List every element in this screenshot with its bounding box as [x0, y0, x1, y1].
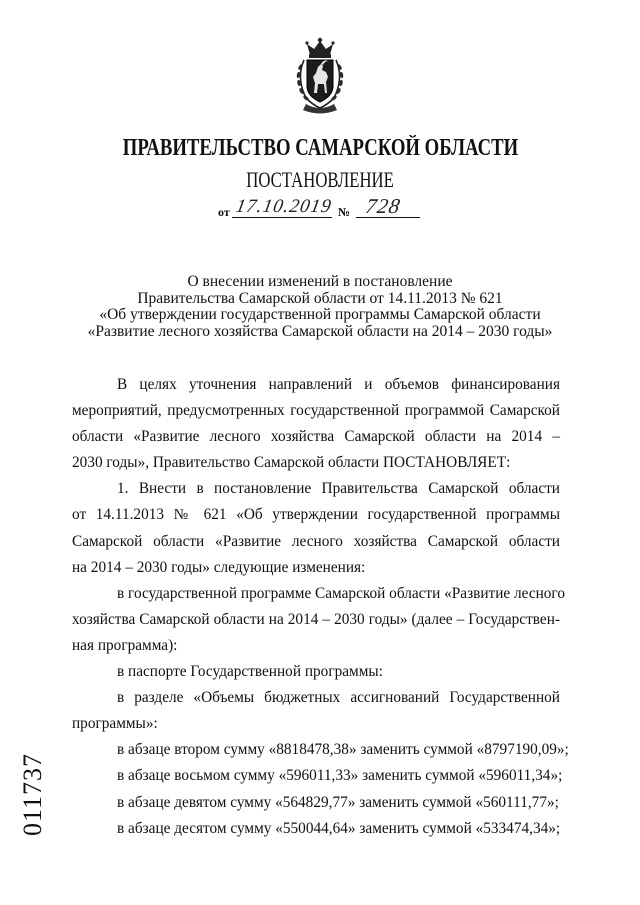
subject-line: Правительства Самарской области от 14.11.2013 № 621	[137, 289, 503, 307]
crown-icon	[305, 38, 334, 58]
body-line: области «Развитие лесного хозяйства Самарской области на 2014 –	[72, 428, 560, 446]
body-line: в абзаце десятом сумму «550044,64» заменить суммой «533474,34»;	[117, 819, 561, 837]
body-line: в паспорте Государственной программы:	[117, 663, 383, 681]
body-line: в государственной программе Самарской области «Развитие лесного	[117, 584, 565, 602]
body-line: 1. Внести в постановление Правительства Самарской области	[117, 480, 560, 498]
ribbon	[303, 104, 337, 114]
body-line: Самарской области «Развитие лесного хозяйства Самарской области	[72, 532, 560, 550]
body-line: ная программа):	[72, 636, 178, 654]
body-line: в разделе «Объемы бюджетных ассигнований Государственной	[117, 689, 560, 707]
subject-line: «Развитие лесного хозяйства Самарской области на 2014 – 2030 годы»	[87, 323, 553, 341]
date-prefix: от	[218, 205, 230, 219]
margin-serial-number: 011737	[18, 752, 47, 836]
body-line: 2030 годы», Правительство Самарской области ПОСТАНОВЛЯЕТ:	[72, 454, 511, 472]
subject-line: «Об утверждении государственной программы Самарской области	[99, 306, 541, 324]
body-line: в абзаце восьмом сумму «596011,33» заменить суммой «596011,34»;	[117, 767, 563, 785]
handwritten-number: 728	[363, 194, 403, 218]
body-line: в абзаце девятом сумму «564829,77» заменить суммой «560111,77»;	[117, 793, 559, 811]
document-body	[72, 372, 569, 842]
samara-coat-of-arms-icon	[288, 36, 352, 114]
handwritten-date: 17.10.2019	[234, 196, 334, 217]
number-prefix: №	[338, 205, 351, 219]
document-type: ПОСТАНОВЛЕНИЕ	[246, 167, 394, 192]
body-line: В целях уточнения направлений и объемов финансирования	[117, 376, 560, 393]
subject-line: О внесении изменений в постановление	[187, 273, 453, 290]
body-line: мероприятий, предусмотренных государственной программой Самарской	[72, 402, 560, 420]
body-line: программы»:	[72, 715, 158, 733]
title-row	[0, 134, 640, 165]
body-line: на 2014 – 2030 годы» следующие изменения:	[72, 558, 366, 576]
document-subject	[0, 274, 640, 341]
body-line: от 14.11.2013 № 621 «Об утверждении государственной программы	[72, 506, 560, 524]
body-line: в абзаце втором сумму «8818478,38» заменить суммой «8797190,09»;	[117, 741, 569, 759]
doc-type-row	[0, 168, 640, 195]
body-line: хозяйства Самарской области на 2014 – 2030 годы» (далее – Государствен-	[72, 610, 560, 628]
government-title: ПРАВИТЕЛЬСТВО САМАРСКОЙ ОБЛАСТИ	[122, 135, 518, 161]
